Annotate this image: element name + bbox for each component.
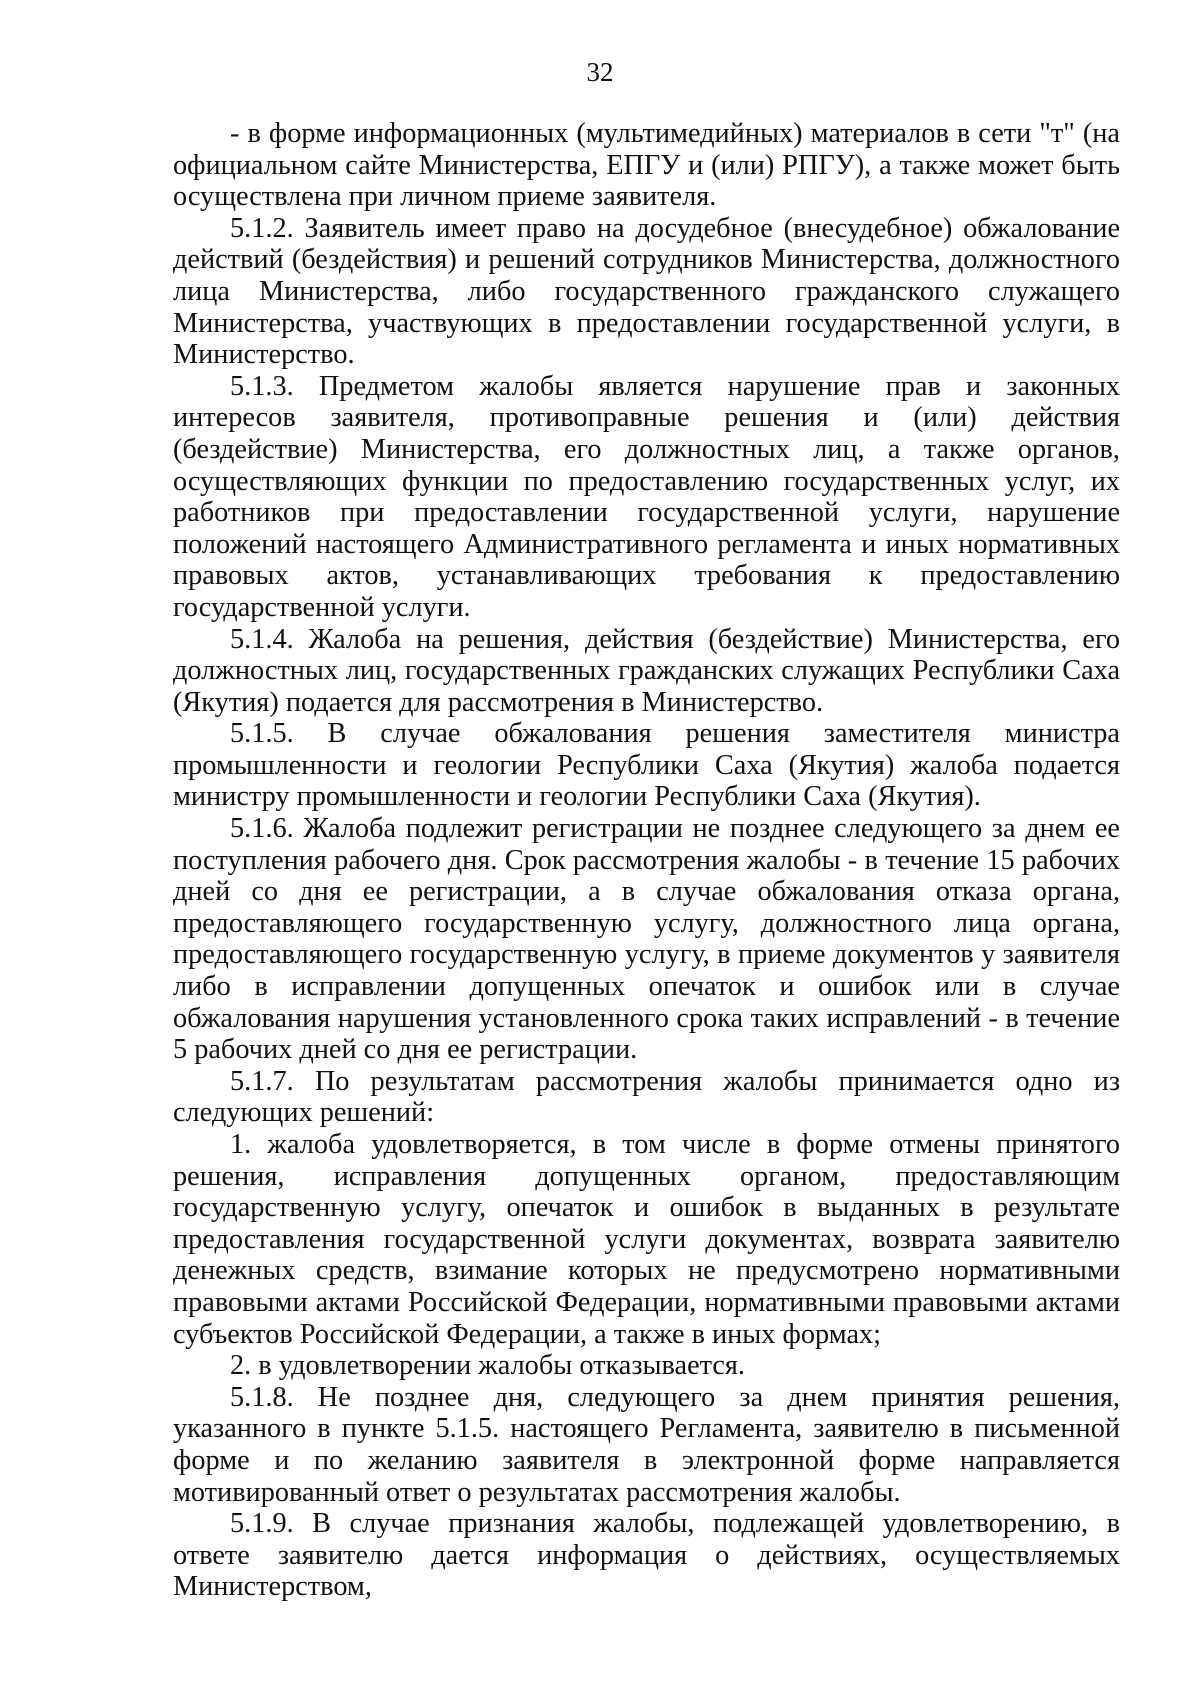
list-item-complaint-satisfied: 1. жалоба удовлетворяется, в том числе в форме отмены принятого решения, исправления допущенных органом, предоставляющим государственную услугу, опечаток и ошибок в выданных в результате предоставления государственной услуги документах, возврата заявителю денежных средств, взимание которых не предусмотрено нормативными правовыми актами Российской Федерации, нормативными правовыми актами субъектов Российской Федерации, а также в иных формах; [173, 1129, 1120, 1350]
document-body [173, 118, 1120, 1603]
paragraph-multimedia-form: - в форме информационных (мультимедийных) материалов в сети "т" (на официальном сайте Министерства, ЕПГУ и (или) РПГУ), а также может быть осуществлена при личном приеме заявителя. [173, 118, 1120, 213]
paragraph-5-1-8: 5.1.8. Не позднее дня, следующего за днем принятия решения, указанного в пункте 5.1.5. настоящего Регламента, заявителю в письменной форме и по желанию заявителя в электронной форме направляется мотивированный ответ о результатах рассмотрения жалобы. [173, 1381, 1120, 1508]
paragraph-5-1-2: 5.1.2. Заявитель имеет право на досудебное (внесудебное) обжалование действий (бездействия) и решений сотрудников Министерства, должностного лица Министерства, либо государственного гражданского служащего Министерства, участвующих в предоставлении государственной услуги, в Министерство. [173, 212, 1120, 371]
list-item-complaint-refused: 2. в удовлетворении жалобы отказывается. [230, 1350, 745, 1382]
paragraph-5-1-3: 5.1.3. Предметом жалобы является нарушение прав и законных интересов заявителя, противоправные решения и (или) действия (бездействие) Министерства, его должностных лиц, а также органов, осуществляющих функции по предоставлению государственных услуг, их работников при предоставлении государственной услуги, нарушение положений настоящего Административного регламента и иных нормативных правовых актов, устанавливающих требования к предоставлению государственной услуги. [173, 370, 1120, 623]
paragraph-5-1-6: 5.1.6. Жалоба подлежит регистрации не позднее следующего за днем ее поступления рабочего дня. Срок рассмотрения жалобы - в течение 15 рабочих дней со дня ее регистрации, а в случае обжалования отказа органа, предоставляющего государственную услугу, должностного лица органа, предоставляющего государственную услугу, в приеме документов у заявителя либо в исправлении допущенных опечаток и ошибок или в случае обжалования нарушения установленного срока таких исправлений - в течение 5 рабочих дней со дня ее регистрации. [173, 813, 1120, 1066]
paragraph-5-1-7: 5.1.7. По результатам рассмотрения жалобы принимается одно из следующих решений: [173, 1065, 1120, 1129]
page-number: 32 [586, 57, 614, 87]
paragraph-5-1-4: 5.1.4. Жалоба на решения, действия (бездействие) Министерства, его должностных лиц, государственных гражданских служащих Республики Саха (Якутия) подается для рассмотрения в Министерство. [173, 623, 1120, 718]
paragraph-5-1-5: 5.1.5. В случае обжалования решения заместителя министра промышленности и геологии Республики Саха (Якутия) жалоба подается министру промышленности и геологии Республики Саха (Якутия). [173, 718, 1120, 813]
paragraph-5-1-9: 5.1.9. В случае признания жалобы, подлежащей удовлетворению, в ответе заявителю дается информация о действиях, осуществляемых Министерством, [173, 1508, 1120, 1603]
